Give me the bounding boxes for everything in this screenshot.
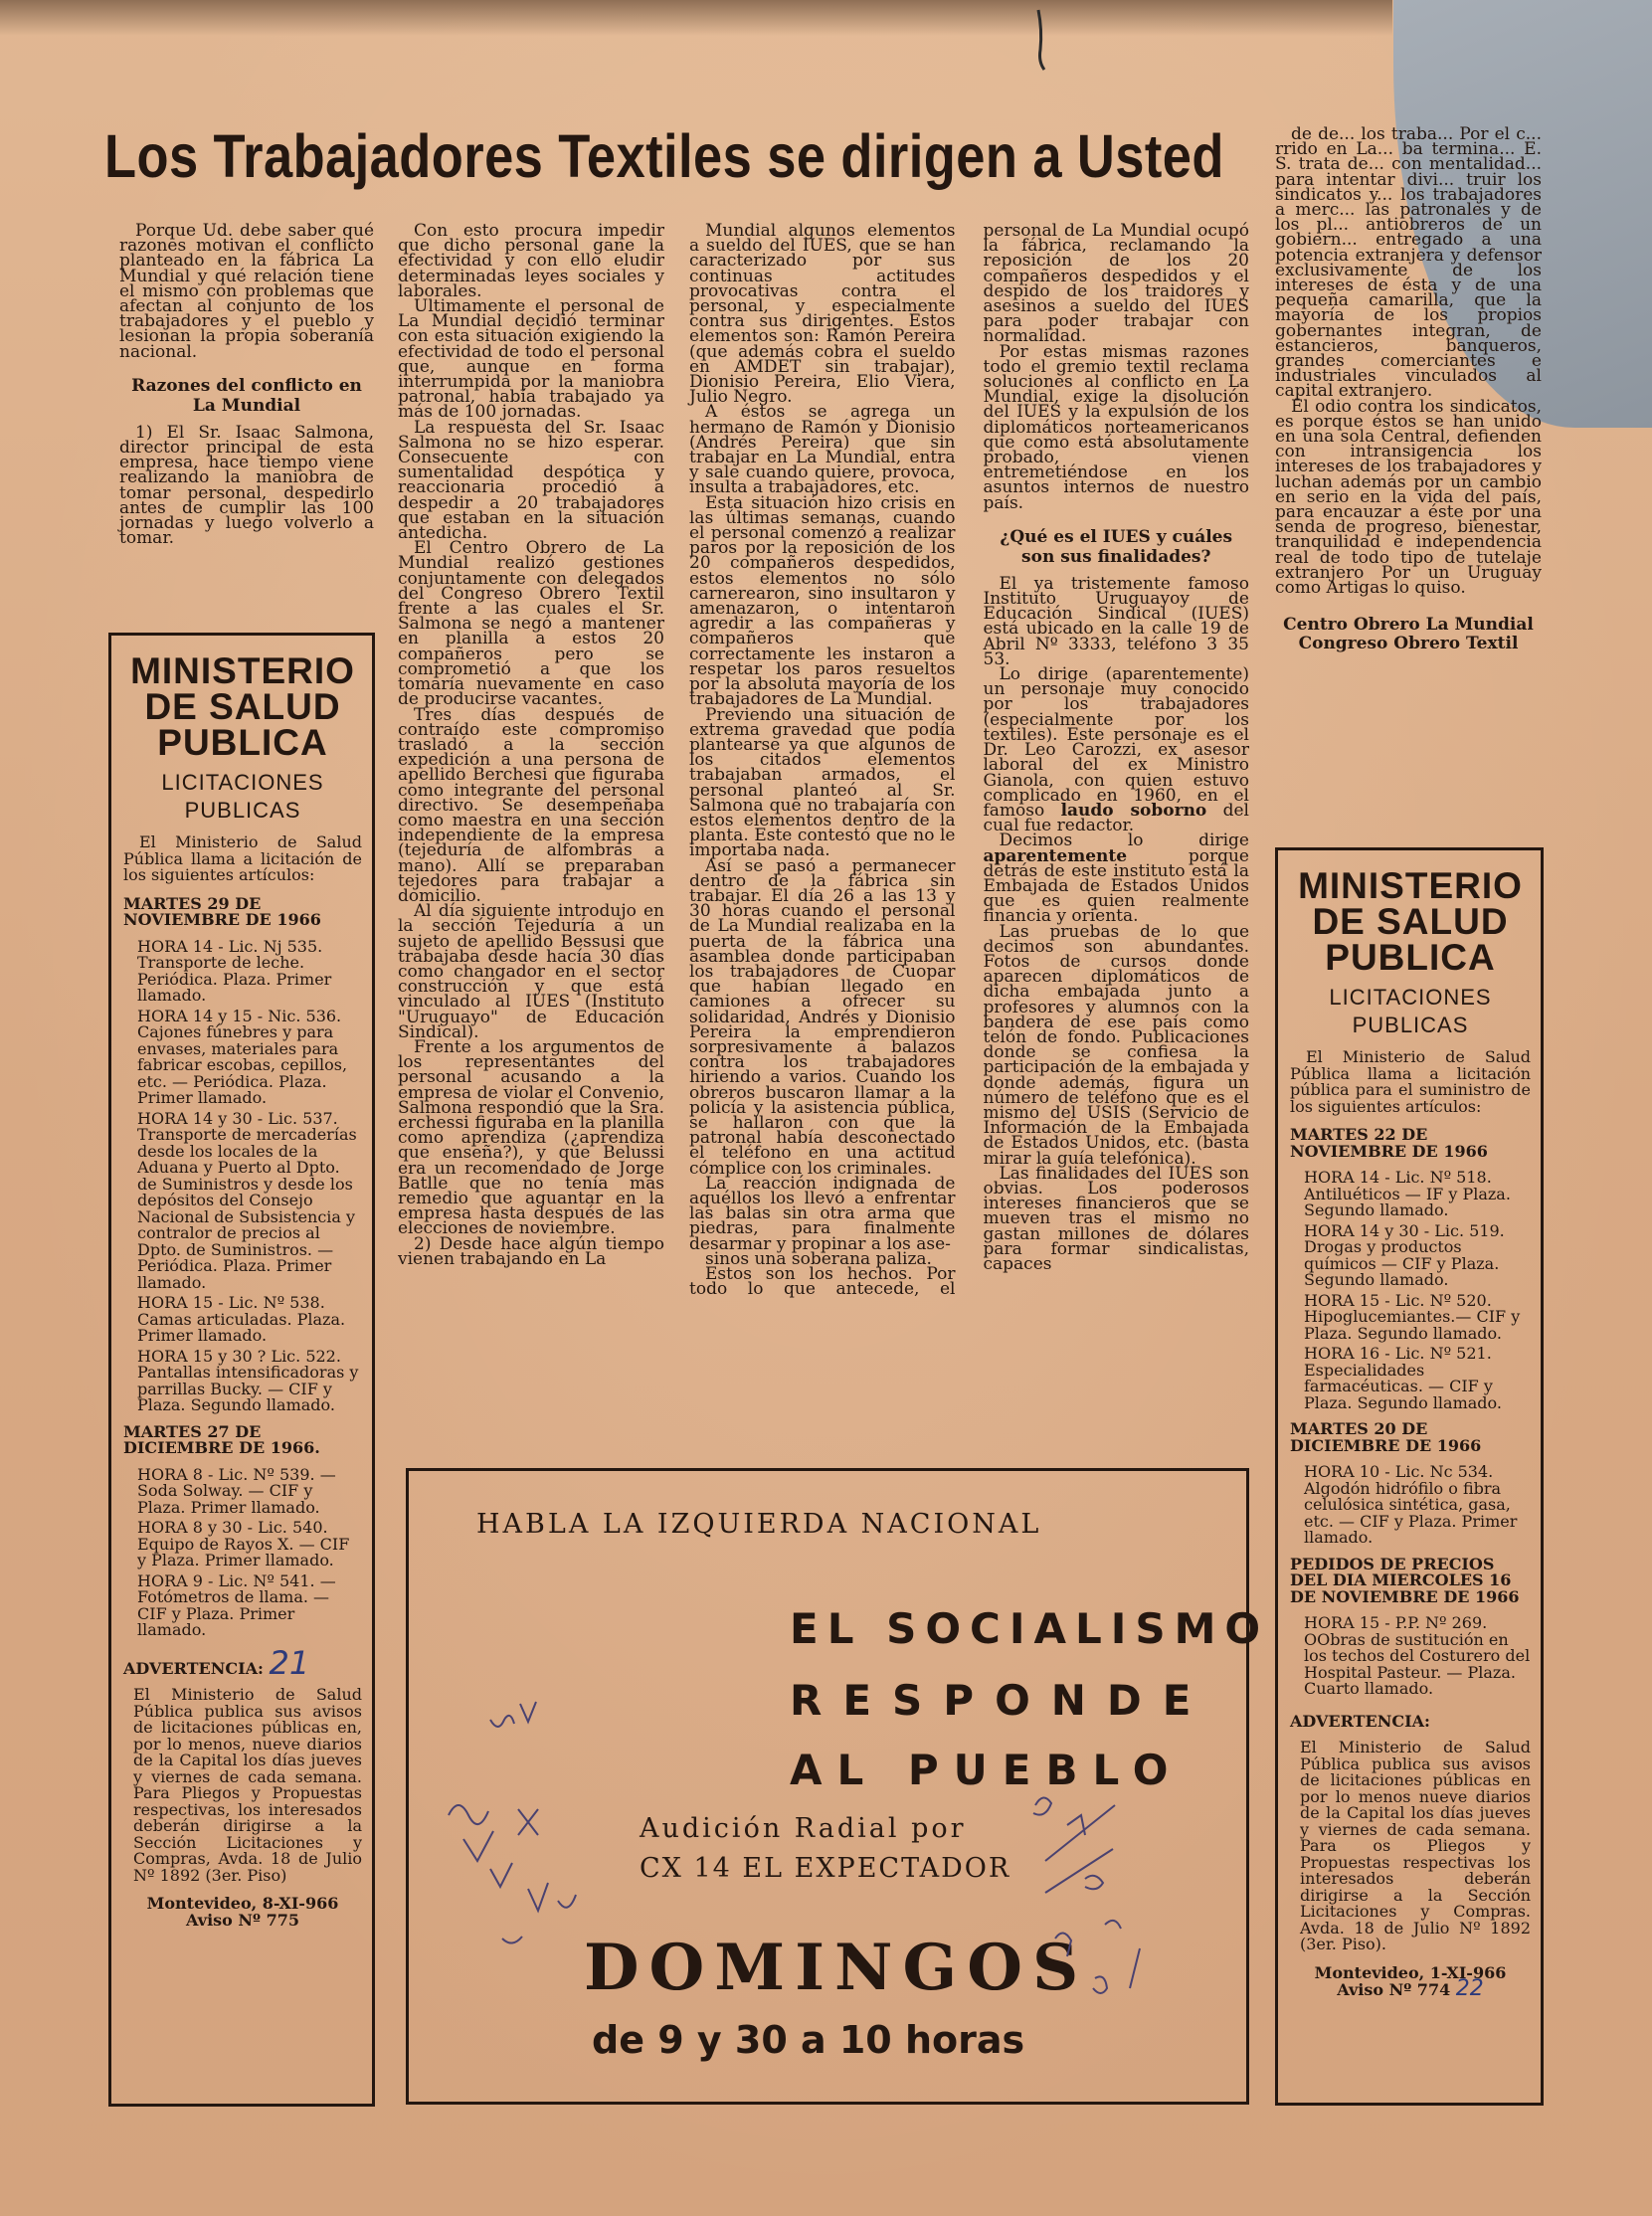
- paragraph: Al día siguiente introdujo en la sección Tejeduría a un sujeto de apellido Bessusi que trabajaba desde hacía 30 días como changador en el sector construcción y que está vinculado al IUES (Instituto "Uruguayo" de Educación Sindical).: [398, 901, 664, 1042]
- paragraph: Mundial algunos elementos a sueldo del IUES, que se han caracterizado por sus continuas actitudes provocativas contra el personal, y especialmente contra sus dirigentes. Estos elementos son: Ramón Pereira (que además cobra el sueldo en AMDET sin trabajar), Dionisio Pereira, Elio Viera, Julio Negro.: [689, 221, 956, 408]
- paragraph: Porque Ud. debe saber qué razones motivan el conflicto planteado en la fábrica La Mundial y qué relación tiene el mismo con problemas que afectan al conjunto de los trabajadores y el pueblo y lesionan la propia soberanía nacional.: [119, 221, 374, 362]
- paragraph: Por estas mismas razones todo el gremio textil reclama soluciones al conflicto en La Mundial, exige la disolución del IUES y la expulsión de los diplomáticos norteamericanos que como está absolutamente probado, vienen entremetiéndose en los asuntos internos de nuestro país.: [983, 341, 1249, 513]
- paragraph: [983, 664, 1250, 836]
- headline: Los Trabajadores Textiles se dirigen a Usted: [104, 122, 1224, 190]
- paragraph: Ultimamente el personal de La Mundial decidió terminar con esta situación exigiendo la efectividad de todo el personal que, aunque en forma interrumpida por la maniobra patronal, había trabajado ya más de 100 jornadas.: [398, 296, 664, 423]
- notice-date: PEDIDOS DE PRECIOS DEL DIA MIERCOLES 16 DE NOVIEMBRE DE 1966: [1290, 1554, 1520, 1606]
- aviso-number: Aviso Nº 775: [186, 1910, 299, 1930]
- advertencia-label: ADVERTENCIA:: [1290, 1711, 1430, 1731]
- text-run: porque detrás de este instituto está la Embajada de Estados Unidos que es quien realmente financia y orienta.: [983, 845, 1249, 927]
- paragraph: Con esto procura impedir que dicho personal gane la efectividad y con ello eludir determinadas leyes sociales y laborales.: [398, 221, 664, 301]
- notice-item: HORA 16 - Lic. Nº 521. Especialidades farmacéuticas. — CIF y Plaza. Segundo llamado.: [1304, 1344, 1502, 1412]
- aviso-number: [1290, 1976, 1531, 2001]
- notice-item: HORA 10 - Lic. Nc 534. Algodón hidrófilo o fibra celulósica sintética, gasa, etc. — CIF y Plaza. Primer llamado.: [1304, 1462, 1518, 1547]
- ministry-notice-right: [1275, 847, 1544, 2106]
- paragraph: El Centro Obrero de La Mundial realizó gestiones conjuntamente con delegados del Congreso Obrero Textil frente a las cuales el Sr. Salmona se negó a mantener en planilla a estos 20 compañeros pero se comprometió a que los tomaría nuevamente en caso de producirse vacantes.: [398, 538, 664, 710]
- paragraph: 2) Desde hace algún tiempo vienen trabajando en La: [398, 1233, 664, 1269]
- text-run: del cual fue redactor.: [983, 800, 1249, 836]
- ad-hours: de 9 y 30 a 10 horas: [592, 2018, 1025, 2062]
- paragraph: La reacción indignada de aquéllos los llevó a enfrentar las balas sin otra arma que piedras, para finalmente desarmar y propinar a los ase-: [689, 1173, 956, 1254]
- aviso-text: Aviso Nº 774: [1337, 1980, 1451, 1999]
- paragraph: Esta situación hizo crisis en las últimas semanas, cuando el personal comenzó a realizar paros por la reposición de los 20 compañeros despedidos, estos elementos no sólo carnerearon, sino insultaron y amenazaron, o intentaron agredir a las compañeras y compañeros que correctamente les instaron a respetar los paros resueltos por la absoluta mayoría de los trabajadores de La Mundial.: [689, 492, 956, 710]
- notice-date: MARTES 22 DE NOVIEMBRE DE 1966: [1290, 1125, 1488, 1161]
- notice-item: HORA 9 - Lic. Nº 541. — Fotómetros de llama. — CIF y Plaza. Primer llamado.: [137, 1570, 336, 1639]
- notice-item: HORA 14 y 30 - Lic. 519. Drogas y productos químicos — CIF y Plaza. Segundo llamado.: [1304, 1220, 1505, 1289]
- article-column-3: [689, 221, 1249, 1300]
- notice-item: HORA 14 - Lic. Nj 535. Transporte de leche. Periódica. Plaza. Primer llamado.: [137, 936, 332, 1005]
- section-heading: ¿Qué es el IUES y cuáles son sus finalidades?: [1000, 526, 1233, 567]
- paragraph: Las pruebas de lo que decimos son abundantes. Fotos de cursos donde aparecen diplomáticos de dicha embajada junto a profesores y alumnos con la bandera de ese país como telón de fondo. Publicaciones donde se confiesa la participación de la embajada y donde además, figura un número de teléfono que es el mismo del USIS (Servicio de Información de la Embajada de Estados Unidos, etc. (basta mirar la guía telefónica).: [983, 921, 1249, 1169]
- notice-item: HORA 8 - Lic. Nº 539. — Soda Solway. — CIF y Plaza. Primer llamado.: [137, 1464, 336, 1517]
- paragraph: Las finalidades del IUES son obvias. Los poderosos intereses financieros que se mueven tras el mismo no gastan millones de dólares para formar sindicalistas, capaces: [983, 1163, 1249, 1274]
- notice-date: MARTES 29 DE NOVIEMBRE DE 1966: [123, 893, 321, 929]
- paragraph: Tres días después de contraído este compromiso trasladó a la sección expedición a una persona de apellido Berchesi que figuraba como integrante del personal directivo. Se desempeñaba como maestra en una sección independiente de la empresa (tejeduría de alfombras a mano). Allí se preparaban tejedores para trabajar a domicilio.: [398, 704, 664, 906]
- paragraph: A éstos se agrega un hermano de Ramón y Dionisio (Andrés Pereira) que sin trabajar en La Mundial, entra y sale cuando quiere, provoca, insulta a trabajadores, etc.: [689, 402, 956, 498]
- notice-intro: El Ministerio de Salud Pública llama a licitación pública para el suministro de los siguientes artículos:: [1290, 1047, 1531, 1116]
- notice-subtitle: LICITACIONES PUBLICAS: [1329, 985, 1492, 1037]
- advertencia-body: El Ministerio de Salud Pública publica sus avisos de licitaciones públicas en por lo menos nueve diarios de la Capital los días jueves y viernes de cada semana. Para os Pliegos y Propuestas respectivas los interesados deberán dirigirse a la Sección Licitaciones y Compras. Avda. 18 de Julio Nº 1892 (3er. Piso).: [1300, 1738, 1531, 1953]
- signature: Centro Obrero La Mundial Congreso Obrero Textil: [1283, 615, 1534, 654]
- text-run: Decimos lo dirige: [999, 831, 1249, 851]
- aged-top-edge: [0, 0, 1392, 36]
- place-date: Montevideo, 1-XI-966: [1314, 1962, 1507, 1982]
- radio-advertisement: [406, 1468, 1270, 2105]
- paragraph: El ya tristemente famoso Instituto Uruguayoy de Educación Sindical (IUES) está ubicado en la calle 19 de Abril Nº 3333, teléfono 3 35 53.: [983, 573, 1249, 669]
- notice-item: HORA 15 - Lic. Nº 538. Camas articuladas. Plaza. Primer llamado.: [137, 1293, 346, 1345]
- paragraph: sinos una soberana paliza.: [705, 1248, 932, 1269]
- notice-date: MARTES 27 DE DICIEMBRE DE 1966.: [123, 1421, 320, 1457]
- paragraph: [983, 831, 1250, 927]
- text-run: Lo dirige (aparentemente) un personaje muy conocido por los trabajadores (especialmente por los textiles). Este personaje es el Dr. Leo Carozzi, ex asesor laboral del ex Ministro Gianola, con quien estuvo complicado en 1960, en el famoso: [983, 664, 1249, 821]
- notice-date: MARTES 20 DE DICIEMBRE DE 1966: [1290, 1419, 1482, 1455]
- paragraph: El odio contra los sindicatos, es porque éstos se han unido en una sola Central, defienden con intransigencia los intereses de los trabajadores y luchan además por un cambio en serio en la vida del país, para encauzar a éste por una senda de progreso, bienestar, tranquilidad e independencia real de todo tipo de tutelaje extranjero Por un Uruguay como Artigas lo quiso.: [1275, 396, 1542, 599]
- notice-title: MINISTERIO DE SALUD PUBLICA: [1298, 865, 1523, 978]
- article-column-4: [1275, 124, 1542, 654]
- notice-item: HORA 14 - Lic. Nº 518. Antiluéticos — IF y Plaza. Segundo llamado.: [1304, 1168, 1511, 1219]
- paragraph: Así se pasó a permanecer dentro de la fábrica sin trabajar. El día 26 a las 13 y 30 horas cuando el personal de La Mundial realizaba en la puerta de la fábrica una asamblea donde participaban los trabajadores de Cuopar que habían llegado en camiones a ofrecer su solidaridad, Andrés y Dionisio Pereira la emprendieron sorpresivamente a balazos contra los trabajadores hiriendo a varios. Cuando los obreros buscaron llamar a la policía y la asistencia pública, se hallaron con que la patronal había desconectado el teléfono en una actitud cómplice con los criminales.: [689, 855, 956, 1179]
- notice-intro: El Ministerio de Salud Pública llama a licitación de los siguientes artículos:: [123, 832, 362, 884]
- pen-mark-icon: [1024, 6, 1064, 76]
- pencil-scribbles-icon: [409, 1471, 1246, 2102]
- article-column-1: [119, 221, 374, 549]
- paragraph: 1) El Sr. Isaac Salmona, director principal de esta empresa, hace tiempo viene realizando la maniobra de tomar personal, despedirlo antes de cumplir las 100 jornadas y luego volverlo a tomar.: [119, 422, 374, 549]
- ad-line: Audición Radial por: [640, 1813, 967, 1844]
- notice-item: HORA 14 y 15 - Nic. 536. Cajones fúnebres y para envases, materiales para fabricar escobas, cepillos, etc. — Periódica. Plaza. Primer llamado.: [137, 1006, 348, 1107]
- notice-item: HORA 14 y 30 - Lic. 537. Transporte de mercaderías desde los locales de la Aduana y Puerto al Dpto. de Suministros y desde los depósitos del Consejo Nacional de Subsistencia y contralor de precios al Dpto. de Suministros. — Periódica. Plaza. Primer llamado.: [137, 1108, 357, 1292]
- notice-subtitle: LICITACIONES PUBLICAS: [161, 770, 324, 823]
- bold-phrase: laudo soborno: [1060, 800, 1207, 821]
- ad-line: HABLA LA IZQUIERDA NACIONAL: [476, 1509, 1042, 1540]
- handwritten-number: 22: [1455, 1976, 1484, 2001]
- advertencia-body: El Ministerio de Salud Pública publica sus avisos de licitaciones públicas en, por lo menos, nueve diarios de la Capital los días jueves y viernes de cada semana. Para Pliegos y Propuestas respectivas, los interesados deberán dirigirse a la Sección Licitaciones y Compras, Avda. 18 de Julio Nº 1892 (3er. Piso): [133, 1685, 362, 1885]
- ad-heading-line: RESPONDE: [790, 1676, 1212, 1725]
- ad-days: DOMINGOS: [584, 1931, 1089, 2005]
- notice-item: HORA 15 - P.P. Nº 269. OObras de sustitución en los techos del Costurero del Hospital Pasteur. — Plaza. Cuarto llamado.: [1304, 1613, 1531, 1698]
- paragraph: Estos son los hechos. Por todo lo que antecede, el personal de La Mundial ocupó la fábrica, reclamando la reposición de los 20 compañeros despedidos y el despido de los traidores y asesinos a sueldo del IUES para poder trabajar con normalidad.: [689, 221, 1249, 1300]
- section-heading: Razones del conflicto en La Mundial: [131, 375, 362, 416]
- bold-phrase: aparentemente: [983, 845, 1128, 866]
- paragraph: Previendo una situación de extrema gravedad que podía plantearse ya que algunos de los citados elementos trabajaban armados, el personal planteó al Sr. Salmona que no trabajaría con estos elementos dentro de la planta. Este contestó que no le importaba nada.: [689, 704, 956, 861]
- ad-heading-line: EL SOCIALISMO: [790, 1604, 1270, 1653]
- notice-item: HORA 15 - Lic. Nº 520. Hipoglucemiantes.— CIF y Plaza. Segundo llamado.: [1304, 1290, 1521, 1343]
- ad-line: CX 14 EL EXPECTADOR: [640, 1853, 1011, 1884]
- paragraph: de de... los traba... Por el c... rrido en La... ba termina... E. S. trata de... con mentalidad... para intentar divi... truir los sindicatos y... los trabajadores a merc... las patronales y de los pl... antiobreros de un gobiern... entregado a una potencia extranjera y defensor exclusivamente de los intereses de ésta y de una pequeña camarilla, que la mayoría de los propios gobernantes integran, de estancieros, banqueros, grandes comerciantes e industriales vinculados al capital extranjero.: [1275, 124, 1542, 402]
- notice-item: HORA 15 y 30 ? Lic. 522. Pantallas intensificadoras y parrillas Bucky. — CIF y Plaza. Segundo llamado.: [137, 1346, 359, 1414]
- notice-title: MINISTERIO DE SALUD PUBLICA: [130, 650, 355, 763]
- notice-item: HORA 8 y 30 - Lic. 540. Equipo de Rayos X. — CIF y Plaza. Primer llamado.: [137, 1518, 350, 1570]
- place-date: Montevideo, 8-XI-966: [146, 1894, 339, 1913]
- paragraph: Frente a los argumentos de los representantes del personal acusando a la empresa de violar el Convenio, Salmona respondió que la Sra. erchessi figuraba en la planilla como aprendiza (¿aprendiza que enseña?), y que Belussi era un recomendado de Jorge Batlle que no tenía más remedio que aguantar en la empresa hasta después de las elecciones de noviembre.: [398, 1036, 664, 1239]
- ministry-notice-left: [108, 633, 375, 2107]
- paragraph: La respuesta del Sr. Isaac Salmona no se hizo esperar. Consecuente con sumentalidad despótica y reaccionaria procedió a despedir a 20 trabajadores que estaban en la situación antedicha.: [398, 417, 664, 544]
- article-column-2: [398, 221, 664, 1269]
- advertencia-label: [123, 1643, 362, 1682]
- ad-heading-line: AL PUEBLO: [790, 1746, 1184, 1794]
- handwritten-number: 21: [269, 1643, 310, 1682]
- advertencia-text: ADVERTENCIA:: [123, 1658, 264, 1678]
